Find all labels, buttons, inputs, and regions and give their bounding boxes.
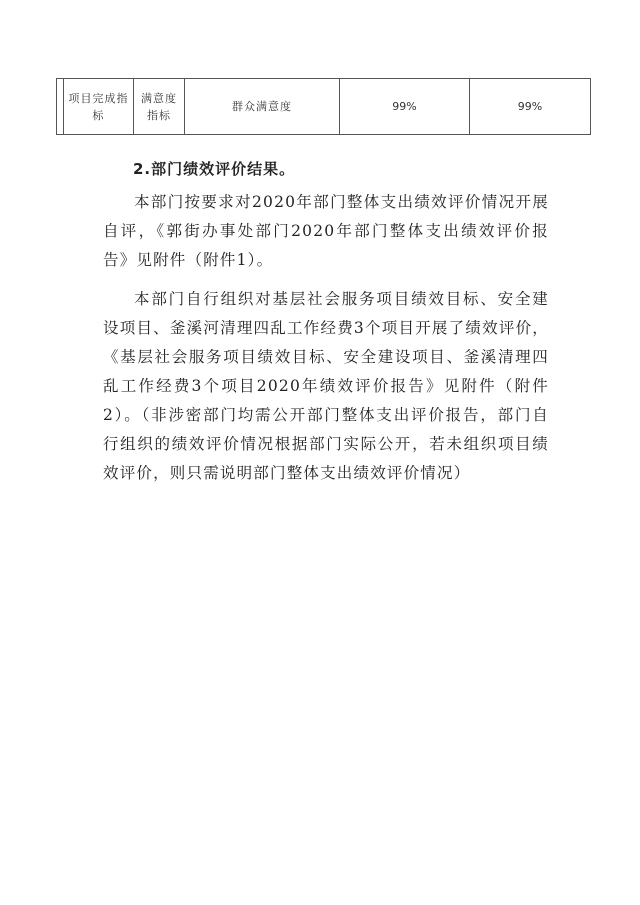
- section-heading: 2.部门绩效评价结果。: [133, 160, 296, 178]
- table-cell-indicator-level3: 群众满意度: [185, 79, 340, 135]
- table-cell-target-value: 99%: [340, 79, 470, 135]
- table-cell-indicator-level1: 项目完成指标: [64, 79, 134, 135]
- table-cell-blank: [57, 79, 64, 135]
- table-cell-indicator-level2: 满意度指标: [134, 79, 185, 135]
- paragraph-project-evaluation: 本部门自行组织对基层社会服务项目绩效目标、安全建设项目、釜溪河清理四乱工作经费3个项目开展了绩效评价，《基层社会服务项目绩效目标、安全建设项目、釜溪清理四乱工作经费3个项目2020年绩效评价报告》见附件（附件2）。（非涉密部门均需公开部门整体支出评价报告，部门自行组织的绩效评价情况根据部门实际公开，若未组织项目绩效评价，则只需说明部门整体支出绩效评价情况）: [103, 290, 549, 482]
- performance-indicator-table: [56, 78, 591, 135]
- table-cell-actual-value: 99%: [470, 79, 591, 135]
- table-row: [57, 79, 591, 135]
- paragraph-self-evaluation: 本部门按要求对2020年部门整体支出绩效评价情况开展自评，《郭街办事处部门2020年部门整体支出绩效评价报告》见附件（附件1）。: [103, 193, 549, 269]
